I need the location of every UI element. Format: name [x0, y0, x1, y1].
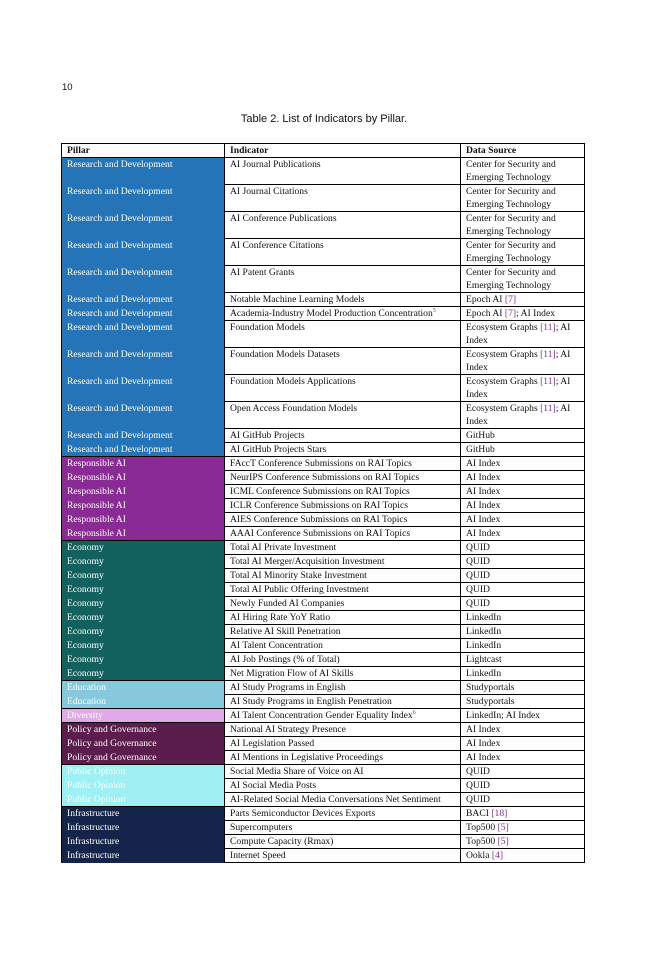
data-source-cell — [461, 583, 585, 597]
source-text: ; AI Index — [466, 403, 571, 427]
indicator-text: Foundation Models Applications — [230, 376, 356, 387]
indicator-text: AI Study Programs in English — [230, 682, 346, 693]
table-row — [62, 513, 585, 527]
pillar-cell: Economy — [62, 611, 225, 625]
source-text: Epoch AI — [466, 308, 505, 319]
citation-link[interactable]: [11] — [540, 349, 556, 360]
pillar-cell: Economy — [62, 639, 225, 653]
table-row — [62, 307, 585, 321]
source-text: Ecosystem Graphs — [466, 403, 541, 414]
indicator-text: AI Job Postings (% of Total) — [230, 654, 340, 665]
indicator-text: Open Access Foundation Models — [230, 403, 358, 414]
table-row — [62, 821, 585, 835]
table-row — [62, 807, 585, 821]
indicator-cell — [225, 569, 461, 583]
source-text: BACI — [466, 808, 492, 819]
source-text: QUID — [466, 556, 490, 567]
table-caption: Table 2. List of Indicators by Pillar. — [240, 113, 408, 125]
pillar-cell: Responsible AI — [62, 471, 225, 485]
indicator-text: AI Mentions in Legislative Proceedings — [230, 752, 383, 763]
data-source-cell — [461, 723, 585, 737]
indicator-cell — [225, 375, 461, 402]
table-row — [62, 723, 585, 737]
pillar-cell: Economy — [62, 583, 225, 597]
data-source-cell — [461, 849, 585, 863]
table-row — [62, 597, 585, 611]
indicator-text: AI Journal Publications — [230, 159, 321, 170]
data-source-cell — [461, 185, 585, 212]
indicator-text: AI Talent Concentration Gender Equality Index — [230, 710, 413, 721]
table-header-row — [62, 144, 585, 158]
table-row — [62, 765, 585, 779]
source-text: Epoch AI — [466, 294, 505, 305]
indicator-text: ICLR Conference Submissions on RAI Topics — [230, 500, 408, 511]
data-source-cell — [461, 485, 585, 499]
table-row — [62, 375, 585, 402]
pillar-cell: Policy and Governance — [62, 737, 225, 751]
indicator-text: Compute Capacity (Rmax) — [230, 836, 334, 847]
indicator-cell — [225, 185, 461, 212]
pillar-cell: Economy — [62, 653, 225, 667]
indicator-cell — [225, 158, 461, 185]
citation-link[interactable]: [5] — [497, 836, 509, 847]
data-source-cell — [461, 429, 585, 443]
indicator-cell — [225, 443, 461, 457]
pillar-cell: Economy — [62, 597, 225, 611]
pillar-cell: Diversity — [62, 709, 225, 723]
indicator-text: Total AI Merger/Acquisition Investment — [230, 556, 385, 567]
source-text: Studyportals — [466, 696, 515, 707]
data-source-cell — [461, 625, 585, 639]
source-text: QUID — [466, 570, 490, 581]
pillar-cell: Research and Development — [62, 212, 225, 239]
pillar-cell: Economy — [62, 569, 225, 583]
pillar-cell: Education — [62, 681, 225, 695]
indicator-text: Newly Funded AI Companies — [230, 598, 345, 609]
source-text: AI Index — [466, 458, 501, 469]
data-source-cell — [461, 443, 585, 457]
indicator-cell — [225, 429, 461, 443]
indicator-text: AI Conference Publications — [230, 213, 337, 224]
indicator-cell — [225, 321, 461, 348]
data-source-cell — [461, 375, 585, 402]
indicator-text: AI Conference Citations — [230, 240, 324, 251]
table-row — [62, 293, 585, 307]
indicator-text: Net Migration Flow of AI Skills — [230, 668, 354, 679]
pillar-cell: Infrastructure — [62, 835, 225, 849]
indicator-text: Foundation Models — [230, 322, 305, 333]
pillar-cell: Infrastructure — [62, 807, 225, 821]
data-source-cell — [461, 239, 585, 266]
indicator-text: Total AI Minority Stake Investment — [230, 570, 367, 581]
data-source-cell — [461, 597, 585, 611]
indicator-text: Parts Semiconductor Devices Exports — [230, 808, 376, 819]
source-text: LinkedIn — [466, 640, 502, 651]
source-text: ; AI Index — [466, 322, 571, 346]
data-source-cell — [461, 681, 585, 695]
source-text: Lightcast — [466, 654, 502, 665]
source-text: ; AI Index — [516, 308, 555, 319]
table-row — [62, 751, 585, 765]
data-source-cell — [461, 807, 585, 821]
data-source-cell — [461, 402, 585, 429]
data-source-cell — [461, 321, 585, 348]
source-text: Top500 — [466, 836, 498, 847]
pillar-cell: Public Opinion — [62, 779, 225, 793]
indicator-cell — [225, 513, 461, 527]
indicator-text: Notable Machine Learning Models — [230, 294, 365, 305]
indicator-cell — [225, 555, 461, 569]
data-source-cell — [461, 737, 585, 751]
table-row — [62, 555, 585, 569]
pillar-cell: Public Opinion — [62, 765, 225, 779]
indicator-text: ICML Conference Submissions on RAI Topics — [230, 486, 410, 497]
data-source-cell — [461, 499, 585, 513]
indicator-cell — [225, 471, 461, 485]
indicator-cell — [225, 611, 461, 625]
citation-link[interactable]: [5] — [497, 822, 509, 833]
pillar-cell: Infrastructure — [62, 849, 225, 863]
indicator-cell — [225, 541, 461, 555]
source-text: GitHub — [466, 444, 495, 455]
indicator-cell — [225, 779, 461, 793]
source-text: QUID — [466, 598, 490, 609]
table-row — [62, 583, 585, 597]
pillar-cell: Research and Development — [62, 443, 225, 457]
data-source-cell — [461, 266, 585, 293]
pillar-cell: Economy — [62, 541, 225, 555]
indicator-cell — [225, 499, 461, 513]
indicator-text: AI Social Media Posts — [230, 780, 317, 791]
indicator-cell — [225, 793, 461, 807]
source-text: LinkedIn; AI Index — [466, 710, 541, 721]
pillar-cell: Responsible AI — [62, 457, 225, 471]
indicator-cell — [225, 307, 461, 321]
source-text: Center for Security and Emerging Technology — [466, 186, 556, 210]
indicator-cell — [225, 266, 461, 293]
indicator-text: Social Media Share of Voice on AI — [230, 766, 364, 777]
indicator-cell — [225, 293, 461, 307]
table-row — [62, 793, 585, 807]
data-source-cell — [461, 611, 585, 625]
indicator-cell — [225, 485, 461, 499]
source-text: AI Index — [466, 500, 501, 511]
pillar-cell: Research and Development — [62, 185, 225, 212]
indicator-cell — [225, 709, 461, 723]
table-row — [62, 402, 585, 429]
data-source-cell — [461, 569, 585, 583]
indicator-text: FAccT Conference Submissions on RAI Topics — [230, 458, 412, 469]
source-text: ; AI Index — [466, 349, 571, 373]
citation-link[interactable]: [4] — [491, 850, 504, 861]
data-source-cell — [461, 471, 585, 485]
indicator-text: AIES Conference Submissions on RAI Topics — [230, 514, 408, 525]
source-text: QUID — [466, 542, 490, 553]
source-text: AI Index — [466, 472, 501, 483]
table-row — [62, 527, 585, 541]
header-data-source: Data Source — [461, 144, 585, 158]
table-row — [62, 348, 585, 375]
pillar-cell: Policy and Governance — [62, 723, 225, 737]
indicator-text: Total AI Public Offering Investment — [230, 584, 369, 595]
source-text: Ecosystem Graphs — [466, 322, 541, 333]
pillar-cell: Research and Development — [62, 402, 225, 429]
indicator-cell — [225, 583, 461, 597]
source-text: AI Index — [466, 514, 501, 525]
citation-link[interactable]: [11] — [540, 403, 556, 414]
indicator-cell — [225, 765, 461, 779]
citation-link[interactable]: [18] — [491, 808, 508, 819]
pillar-cell: Economy — [62, 625, 225, 639]
data-source-cell — [461, 457, 585, 471]
data-source-cell — [461, 667, 585, 681]
pillar-cell: Policy and Governance — [62, 751, 225, 765]
pillar-cell: Infrastructure — [62, 821, 225, 835]
data-source-cell — [461, 639, 585, 653]
table-row — [62, 266, 585, 293]
data-source-cell — [461, 348, 585, 375]
data-source-cell — [461, 765, 585, 779]
data-source-cell — [461, 158, 585, 185]
table-row — [62, 158, 585, 185]
table-row — [62, 239, 585, 266]
pillar-cell: Research and Development — [62, 429, 225, 443]
pillar-cell: Research and Development — [62, 375, 225, 402]
data-source-cell — [461, 835, 585, 849]
data-source-cell — [461, 751, 585, 765]
header-pillar: Pillar — [62, 144, 225, 158]
data-source-cell — [461, 779, 585, 793]
table-row — [62, 611, 585, 625]
source-text: Center for Security and Emerging Technology — [466, 267, 556, 291]
indicator-cell — [225, 239, 461, 266]
source-text: QUID — [466, 794, 490, 805]
source-text: AI Index — [466, 752, 501, 763]
table-row — [62, 737, 585, 751]
indicator-cell — [225, 212, 461, 239]
citation-link[interactable]: [11] — [540, 376, 556, 387]
indicator-text: AI Study Programs in English Penetration — [230, 696, 392, 707]
indicator-text: AI Journal Citations — [230, 186, 308, 197]
pillar-cell: Economy — [62, 667, 225, 681]
data-source-cell — [461, 307, 585, 321]
indicator-cell — [225, 667, 461, 681]
pillar-cell: Research and Development — [62, 321, 225, 348]
data-source-cell — [461, 555, 585, 569]
source-text: AI Index — [466, 528, 501, 539]
table-row — [62, 457, 585, 471]
pillar-cell: Responsible AI — [62, 499, 225, 513]
indicator-cell — [225, 695, 461, 709]
pillar-cell: Research and Development — [62, 158, 225, 185]
source-text: Ecosystem Graphs — [466, 349, 541, 360]
indicator-cell — [225, 348, 461, 375]
table-row — [62, 443, 585, 457]
indicator-text: AI Legislation Passed — [230, 738, 315, 749]
indicator-text: Academia-Industry Model Production Concentration — [230, 308, 433, 319]
data-source-cell — [461, 212, 585, 239]
footnote-marker[interactable]: 5 — [432, 307, 436, 314]
indicators-table — [61, 143, 585, 863]
indicator-cell — [225, 625, 461, 639]
table-row — [62, 569, 585, 583]
source-text: AI Index — [466, 724, 501, 735]
source-text: AI Index — [466, 486, 501, 497]
table-row — [62, 212, 585, 239]
source-text: LinkedIn — [466, 612, 502, 623]
source-text: Ecosystem Graphs — [466, 376, 541, 387]
data-source-cell — [461, 821, 585, 835]
indicator-text: AI-Related Social Media Conversations Net Sentiment — [230, 794, 441, 805]
citation-link[interactable]: [7] — [504, 294, 517, 305]
table-row — [62, 849, 585, 863]
indicator-text: AAAI Conference Submissions on RAI Topics — [230, 528, 411, 539]
table-row — [62, 709, 585, 723]
citation-link[interactable]: [11] — [540, 322, 556, 333]
pillar-cell: Research and Development — [62, 266, 225, 293]
indicator-cell — [225, 653, 461, 667]
pillar-cell: Responsible AI — [62, 485, 225, 499]
source-text: QUID — [466, 766, 490, 777]
source-text: AI Index — [466, 738, 501, 749]
indicator-text: AI Patent Grants — [230, 267, 295, 278]
indicator-cell — [225, 751, 461, 765]
data-source-cell — [461, 513, 585, 527]
indicator-text: Foundation Models Datasets — [230, 349, 340, 360]
table-row — [62, 471, 585, 485]
source-text: QUID — [466, 584, 490, 595]
data-source-cell — [461, 541, 585, 555]
table-body — [62, 158, 585, 863]
citation-link[interactable]: [7] — [504, 308, 517, 319]
source-text: Top500 — [466, 822, 498, 833]
pillar-cell: Responsible AI — [62, 527, 225, 541]
pillar-cell: Research and Development — [62, 239, 225, 266]
footnote-marker[interactable]: 6 — [412, 709, 416, 716]
indicator-text: NeurIPS Conference Submissions on RAI Topics — [230, 472, 420, 483]
table-row — [62, 499, 585, 513]
indicator-cell — [225, 402, 461, 429]
source-text: GitHub — [466, 430, 495, 441]
indicator-text: AI Talent Concentration — [230, 640, 323, 651]
indicator-cell — [225, 639, 461, 653]
data-source-cell — [461, 695, 585, 709]
table-row — [62, 639, 585, 653]
header-indicator: Indicator — [225, 144, 461, 158]
indicator-cell — [225, 681, 461, 695]
indicator-cell — [225, 457, 461, 471]
source-text: LinkedIn — [466, 626, 502, 637]
indicator-cell — [225, 835, 461, 849]
indicator-cell — [225, 723, 461, 737]
table-row — [62, 625, 585, 639]
indicator-cell — [225, 737, 461, 751]
table-row — [62, 835, 585, 849]
pillar-cell: Research and Development — [62, 293, 225, 307]
indicator-cell — [225, 849, 461, 863]
source-text: ; AI Index — [466, 376, 571, 400]
table-row — [62, 429, 585, 443]
source-text: Center for Security and Emerging Technology — [466, 240, 556, 264]
table-row — [62, 321, 585, 348]
indicator-cell — [225, 807, 461, 821]
indicator-text: AI GitHub Projects — [230, 430, 305, 441]
indicator-text: National AI Strategy Presence — [230, 724, 346, 735]
table-row — [62, 653, 585, 667]
indicator-text: AI GitHub Projects Stars — [230, 444, 327, 455]
source-text: Center for Security and Emerging Technology — [466, 213, 556, 237]
data-source-cell — [461, 527, 585, 541]
table-row — [62, 485, 585, 499]
page-number: 10 — [62, 82, 73, 93]
indicator-text: Total AI Private Investment — [230, 542, 337, 553]
pillar-cell: Public Opinion — [62, 793, 225, 807]
source-text: Center for Security and Emerging Technology — [466, 159, 556, 183]
data-source-cell — [461, 709, 585, 723]
data-source-cell — [461, 653, 585, 667]
indicator-cell — [225, 597, 461, 611]
source-text: QUID — [466, 780, 490, 791]
table-row — [62, 681, 585, 695]
source-text: Studyportals — [466, 682, 515, 693]
pillar-cell: Responsible AI — [62, 513, 225, 527]
table-row — [62, 667, 585, 681]
indicator-text: Internet Speed — [230, 850, 286, 861]
data-source-cell — [461, 293, 585, 307]
pillar-cell: Education — [62, 695, 225, 709]
indicator-cell — [225, 821, 461, 835]
data-source-cell — [461, 793, 585, 807]
source-text: Ookla — [466, 850, 492, 861]
indicator-text: AI Hiring Rate YoY Ratio — [230, 612, 331, 623]
pillar-cell: Research and Development — [62, 307, 225, 321]
table-row — [62, 779, 585, 793]
pillar-cell: Economy — [62, 555, 225, 569]
table-row — [62, 541, 585, 555]
indicator-cell — [225, 527, 461, 541]
source-text: LinkedIn — [466, 668, 502, 679]
indicator-text: Relative AI Skill Penetration — [230, 626, 341, 637]
pillar-cell: Research and Development — [62, 348, 225, 375]
indicator-text: Supercomputers — [230, 822, 293, 833]
table-row — [62, 185, 585, 212]
table-row — [62, 695, 585, 709]
